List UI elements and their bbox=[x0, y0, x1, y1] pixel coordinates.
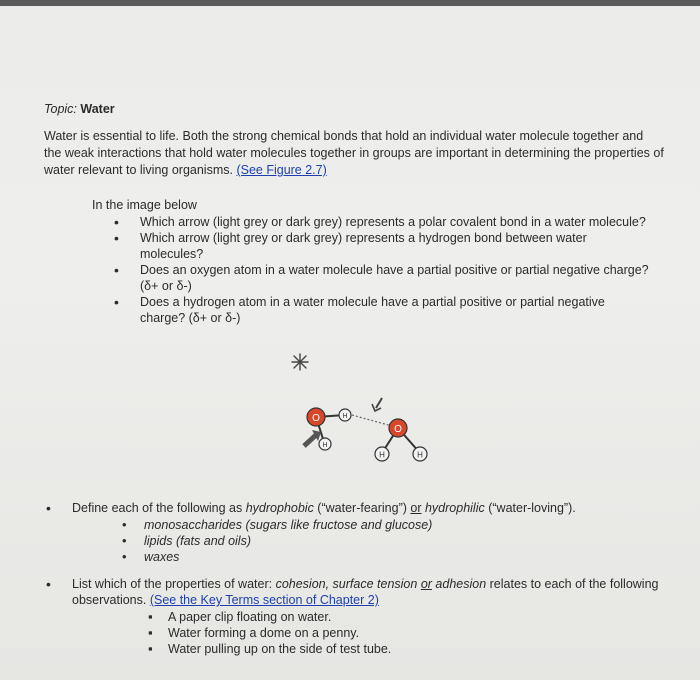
question-text: Does an oxygen atom in a water molecule have a partial positive or partial negative charge? (δ+ or δ-) bbox=[140, 263, 649, 293]
define-item: lipids (fats and oils) bbox=[144, 534, 251, 548]
list-item bbox=[46, 549, 666, 565]
intro-text: Water is essential to life. Both the strong chemical bonds that hold an individual water molecule together and the weak interactions that hold water molecules together in groups are important in determining the properties of water relevant to living organisms. bbox=[44, 129, 664, 177]
list-item bbox=[92, 294, 652, 326]
term1-gloss: (“water-fearing”) bbox=[313, 501, 411, 515]
bullet-icon: • bbox=[122, 549, 127, 564]
atom-label: H bbox=[322, 442, 328, 449]
bullet-icon: • bbox=[114, 262, 119, 278]
topic-value: Water bbox=[80, 102, 115, 116]
list-item bbox=[46, 641, 666, 657]
topic-heading bbox=[44, 102, 115, 116]
atom-label: H bbox=[379, 450, 385, 460]
bullet-icon: • bbox=[122, 517, 127, 532]
topic-label: Topic: bbox=[44, 102, 81, 116]
term-hydrophobic: hydrophobic bbox=[245, 501, 314, 515]
bullet-icon: • bbox=[46, 500, 51, 516]
observation-item: A paper clip floating on water. bbox=[168, 610, 332, 624]
properties-terms-2: adhesion bbox=[431, 577, 487, 591]
define-instruction bbox=[46, 500, 666, 516]
light-arrow bbox=[372, 398, 382, 411]
bullet-icon: ▪ bbox=[148, 609, 153, 624]
bullet-icon: ▪ bbox=[148, 641, 153, 656]
define-list bbox=[46, 517, 666, 565]
atom-label: H bbox=[342, 413, 348, 420]
properties-prefix: List which of the properties of water: bbox=[72, 577, 276, 591]
bullet-icon: ▪ bbox=[148, 625, 153, 640]
list-item bbox=[92, 214, 652, 230]
define-section bbox=[46, 500, 666, 565]
observation-item: Water pulling up on the side of test tube. bbox=[168, 642, 392, 656]
atom-label: O bbox=[312, 413, 320, 424]
properties-suffix: relates to each of the following observations. bbox=[72, 577, 659, 607]
list-item bbox=[46, 517, 666, 533]
term2-gloss: (“water-loving”). bbox=[484, 501, 576, 515]
define-item: monosaccharides (sugars like fructose and glucose) bbox=[144, 518, 433, 532]
properties-list bbox=[46, 609, 666, 657]
term-hydrophilic: hydrophilic bbox=[424, 501, 485, 515]
define-prefix: Define each of the following as bbox=[72, 501, 246, 515]
window-top-edge bbox=[0, 0, 700, 6]
water-molecules-diagram bbox=[290, 390, 450, 470]
or-word: or bbox=[420, 577, 432, 591]
properties-terms: cohesion, surface tension bbox=[275, 577, 421, 591]
or-word: or bbox=[410, 501, 422, 515]
atom-label: H bbox=[417, 450, 423, 460]
hydrogen-bond-line bbox=[352, 415, 392, 426]
properties-section bbox=[46, 576, 666, 657]
list-item bbox=[46, 609, 666, 625]
image-questions-block bbox=[92, 198, 652, 326]
bullet-icon: • bbox=[122, 533, 127, 548]
properties-instruction bbox=[46, 576, 666, 608]
figure-link[interactable]: (See Figure 2.7) bbox=[236, 163, 327, 177]
bullet-icon: • bbox=[114, 214, 119, 230]
key-terms-link[interactable]: (See the Key Terms section of Chapter 2) bbox=[149, 593, 379, 607]
list-item bbox=[92, 262, 652, 294]
sparkle-icon bbox=[288, 350, 312, 374]
image-section-heading: In the image below bbox=[92, 198, 197, 212]
bullet-icon: • bbox=[114, 230, 119, 246]
intro-paragraph bbox=[44, 128, 664, 179]
list-item bbox=[92, 230, 652, 262]
bullet-icon: • bbox=[46, 576, 51, 592]
list-item bbox=[46, 625, 666, 641]
question-text: Which arrow (light grey or dark grey) represents a polar covalent bond in a water molecule? bbox=[140, 215, 646, 229]
define-item: waxes bbox=[144, 550, 180, 564]
atom-label: O bbox=[394, 424, 402, 435]
question-text: Does a hydrogen atom in a water molecule have a partial positive or partial negative charge? (δ+ or δ-) bbox=[140, 295, 605, 325]
image-question-list bbox=[92, 214, 652, 326]
bullet-icon: • bbox=[114, 294, 119, 310]
observation-item: Water forming a dome on a penny. bbox=[168, 626, 360, 640]
list-item bbox=[46, 533, 666, 549]
question-text: Which arrow (light grey or dark grey) represents a hydrogen bond between water molecules? bbox=[140, 231, 587, 261]
